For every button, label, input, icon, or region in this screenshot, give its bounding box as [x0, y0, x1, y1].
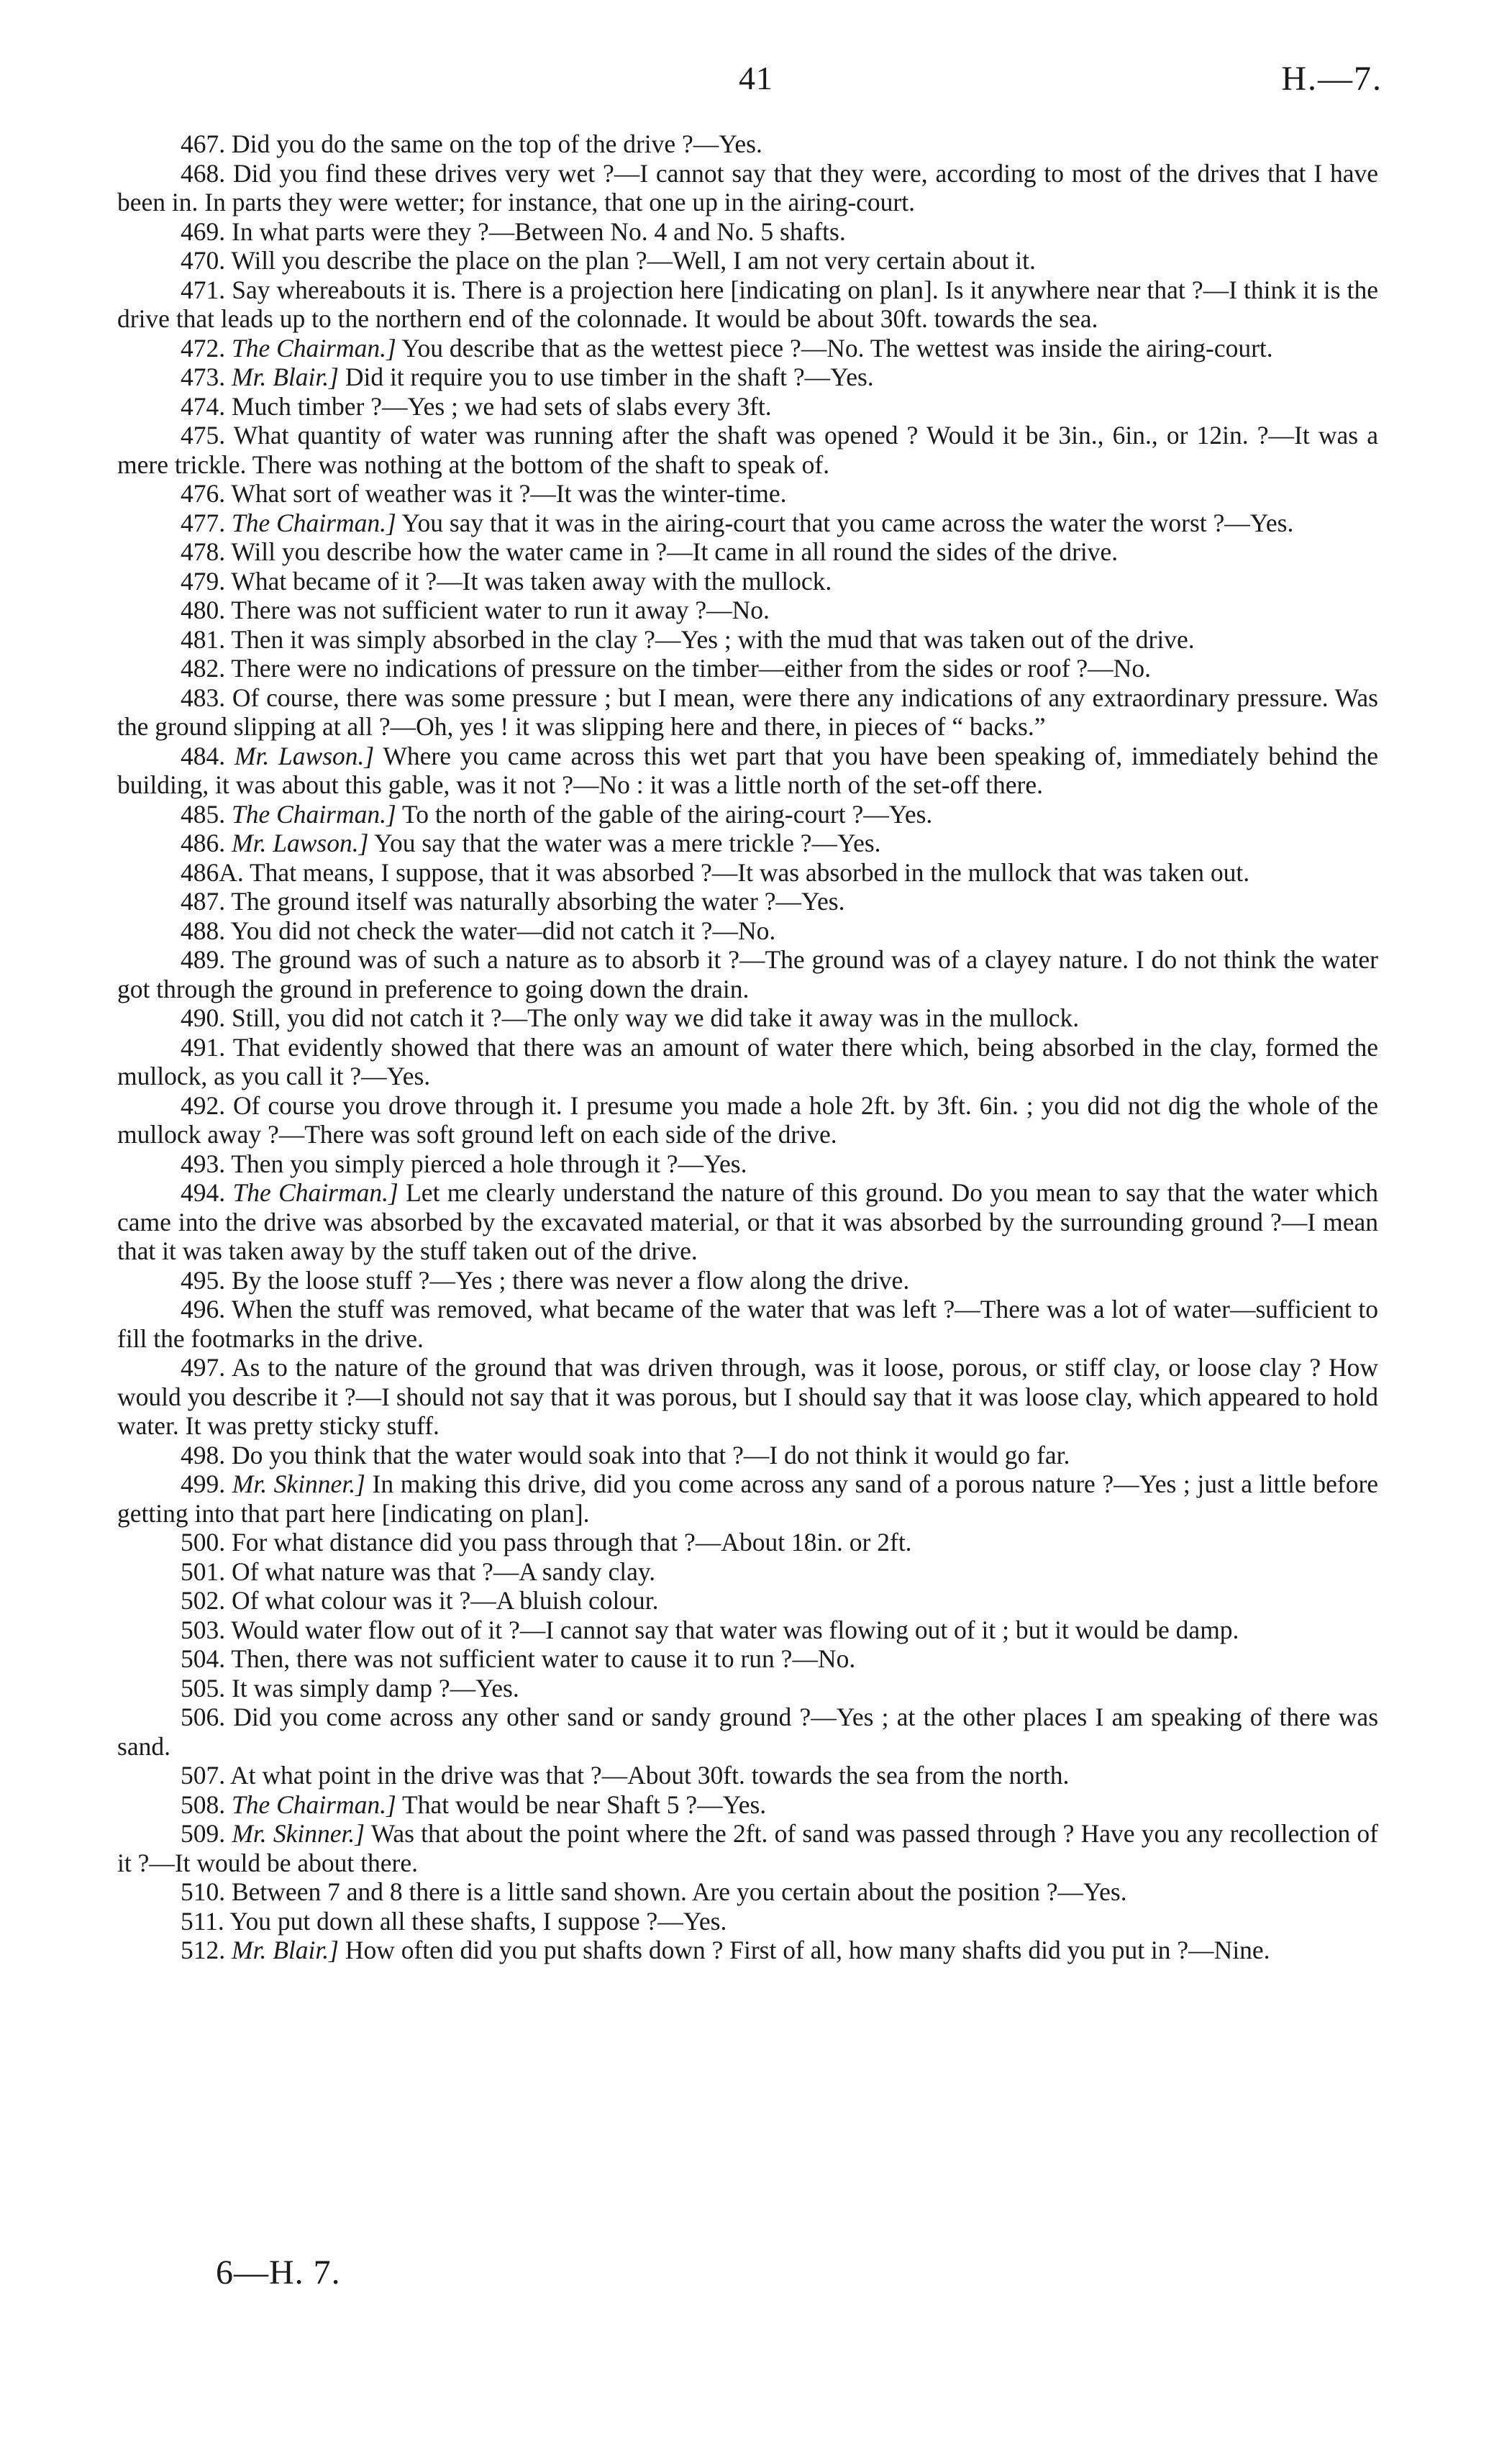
- evidence-paragraph: [117, 596, 1378, 625]
- speaker-name: Mr. Blair.]: [232, 1936, 339, 1964]
- question-answer-text: That would be near Shaft 5 ?—Yes.: [402, 1790, 767, 1819]
- evidence-paragraph: [117, 683, 1378, 742]
- question-number: 481.: [181, 624, 226, 654]
- question-number: 485.: [181, 799, 226, 829]
- question-number: 493.: [181, 1149, 226, 1178]
- question-number: 494.: [181, 1178, 226, 1207]
- question-answer-text: In what parts were they ?—Between No. 4 and No. 5 shafts.: [232, 217, 846, 246]
- evidence-paragraph: [117, 1586, 1378, 1616]
- question-answer-text: What sort of weather was it ?—It was the winter-time.: [231, 479, 787, 508]
- speaker-name: Mr. Lawson.]: [234, 741, 375, 770]
- evidence-paragraph: [117, 246, 1378, 275]
- question-answer-text: You did not check the water—did not catch it ?—No.: [230, 916, 776, 945]
- question-number: 478.: [181, 537, 226, 566]
- question-number: 487.: [181, 887, 226, 916]
- question-number: 511.: [181, 1906, 224, 1936]
- evidence-paragraph: [117, 1295, 1378, 1353]
- evidence-paragraph: [117, 1178, 1378, 1266]
- question-answer-text: Did you find these drives very wet ?—I cannot say that they were, according to most of the drives that I have been in. In parts they were wetter; for instance, that one up in the airing-court.: [117, 158, 1378, 217]
- question-answer-text: How often did you put shafts down ? First of all, how many shafts did you put in ?—Nine.: [345, 1936, 1270, 1964]
- question-number: 504.: [181, 1644, 226, 1673]
- question-number: 509.: [181, 1819, 226, 1848]
- question-number: 497.: [181, 1353, 226, 1382]
- evidence-paragraph: [117, 1528, 1378, 1557]
- evidence-paragraph: [117, 858, 1378, 888]
- speaker-name: The Chairman.]: [232, 1178, 399, 1207]
- question-number: 486.: [181, 829, 226, 857]
- page-number: 41: [739, 60, 773, 96]
- question-answer-text: Did it require you to use timber in the shaft ?—Yes.: [345, 363, 874, 391]
- evidence-paragraph: [117, 1353, 1378, 1441]
- question-answer-text: By the loose stuff ?—Yes ; there was never a flow along the drive.: [232, 1265, 910, 1295]
- question-number: 503.: [181, 1615, 226, 1644]
- question-answer-text: Much timber ?—Yes ; we had sets of slabs every 3ft.: [232, 391, 772, 421]
- question-answer-text: Between 7 and 8 there is a little sand shown. Are you certain about the position ?—Yes.: [232, 1877, 1127, 1906]
- evidence-paragraph: [117, 509, 1378, 538]
- evidence-paragraph: [117, 363, 1378, 392]
- question-number: 490.: [181, 1003, 226, 1032]
- question-answer-text: That means, I suppose, that it was absorbed ?—It was absorbed in the mullock that was taken out.: [250, 857, 1250, 887]
- question-answer-text: Did you come across any other sand or sandy ground ?—Yes ; at the other places I am speaking of there was sand.: [117, 1703, 1379, 1761]
- evidence-paragraph: [117, 217, 1378, 247]
- question-number: 476.: [181, 479, 226, 508]
- evidence-paragraph: [117, 1469, 1378, 1528]
- evidence-paragraph: [117, 654, 1378, 683]
- evidence-paragraph: [117, 1266, 1378, 1295]
- evidence-paragraph: [117, 537, 1378, 567]
- evidence-paragraph: [117, 1149, 1378, 1179]
- question-answer-text: Did you do the same on the top of the drive ?—Yes.: [232, 129, 762, 158]
- question-number: 475.: [181, 421, 226, 450]
- evidence-paragraph: [117, 1091, 1378, 1149]
- question-number: 482.: [181, 654, 226, 683]
- evidence-paragraph: [117, 479, 1378, 509]
- question-number: 486A.: [181, 857, 244, 887]
- evidence-paragraph: [117, 1790, 1378, 1820]
- printer-signature-mark: 6—H. 7.: [216, 2254, 341, 2292]
- question-number: 468.: [181, 158, 226, 188]
- question-answer-text: Was that about the point where the 2ft. of sand was passed through ? Have you any recollection of it ?—It would be about there.: [117, 1819, 1379, 1877]
- question-answer-text: What quantity of water was running after the shaft was opened ? Would it be 3in., 6in., or 12in. ?—It was a mere trickle. There was nothing at the bottom of the shaft to speak of.: [117, 421, 1378, 479]
- question-answer-text: That evidently showed that there was an amount of water there which, being absorbed in the clay, formed the mullock, as you call it ?—Yes.: [117, 1032, 1379, 1090]
- question-number: 500.: [181, 1528, 226, 1557]
- question-answer-text: You say that the water was a mere trickle ?—Yes.: [373, 829, 881, 857]
- evidence-paragraph: [117, 1819, 1378, 1877]
- speaker-name: Mr. Lawson.]: [232, 829, 369, 857]
- speaker-name: The Chairman.]: [232, 508, 396, 537]
- evidence-paragraph: [117, 421, 1378, 479]
- evidence-paragraph: [117, 887, 1378, 916]
- question-answer-text: The ground itself was naturally absorbing the water ?—Yes.: [231, 887, 845, 916]
- speaker-name: Mr. Skinner.]: [232, 1469, 365, 1498]
- question-answer-text: What became of it ?—It was taken away with the mullock.: [231, 566, 832, 596]
- question-number: 473.: [181, 363, 226, 391]
- question-answer-text: Then you simply pierced a hole through it ?—Yes.: [231, 1149, 747, 1178]
- question-number: 489.: [181, 945, 226, 974]
- question-number: 496.: [181, 1295, 226, 1323]
- question-number: 498.: [181, 1440, 226, 1469]
- question-answer-text: Of course you drove through it. I presume you made a hole 2ft. by 3ft. 6in. ; you did not dig the whole of the mullock away ?—There was soft ground left on each side of the drive.: [117, 1090, 1378, 1149]
- question-number: 507.: [181, 1761, 226, 1790]
- question-answer-text: When the stuff was removed, what became of the water that was left ?—There was a lot of water—sufficient to fill the footmarks in the drive.: [117, 1295, 1379, 1353]
- question-number: 512.: [181, 1936, 226, 1964]
- question-number: 491.: [181, 1032, 226, 1062]
- question-answer-text: You put down all these shafts, I suppose ?—Yes.: [229, 1906, 727, 1936]
- evidence-paragraph: [117, 567, 1378, 596]
- evidence-paragraph: [117, 1003, 1378, 1033]
- question-number: 474.: [181, 391, 226, 421]
- question-answer-text: At what point in the drive was that ?—About 30ft. towards the sea from the north.: [230, 1761, 1070, 1790]
- evidence-paragraph: [117, 625, 1378, 655]
- evidence-paragraph: [117, 1907, 1378, 1936]
- question-number: 471.: [181, 275, 226, 304]
- question-answer-text: You say that it was in the airing-court that you came across the water the worst ?—Yes.: [401, 508, 1294, 537]
- question-answer-text: There was not sufficient water to run it away ?—No.: [231, 596, 770, 624]
- evidence-paragraph: [117, 1033, 1378, 1091]
- question-answer-text: Then, there was not sufficient water to cause it to run ?—No.: [231, 1644, 856, 1673]
- question-number: 499.: [181, 1469, 226, 1498]
- question-answer-text: To the north of the gable of the airing-court ?—Yes.: [402, 799, 933, 829]
- question-number: 470.: [181, 246, 226, 275]
- question-answer-text: There were no indications of pressure on the timber—either from the sides or roof ?—No.: [231, 654, 1151, 683]
- question-number: 501.: [181, 1557, 226, 1586]
- evidence-paragraph: [117, 1557, 1378, 1587]
- evidence-paragraph: [117, 742, 1378, 800]
- question-number: 483.: [181, 683, 226, 712]
- question-number: 510.: [181, 1877, 226, 1906]
- question-number: 467.: [181, 129, 226, 158]
- question-number: 495.: [181, 1265, 226, 1295]
- document-reference: H.—7.: [1281, 60, 1383, 98]
- evidence-paragraph: [117, 1877, 1378, 1907]
- question-answer-text: The ground was of such a nature as to absorb it ?—The ground was of a clayey nature. I do not think the water got through the ground in preference to going down the drain.: [117, 945, 1378, 1003]
- question-answer-text: Will you describe the place on the plan ?—Well, I am not very certain about it.: [231, 246, 1036, 275]
- question-answer-text: You describe that as the wettest piece ?—No. The wettest was inside the airing-court.: [401, 333, 1273, 363]
- question-number: 479.: [181, 566, 226, 596]
- evidence-paragraph: [117, 334, 1378, 363]
- question-answer-text: As to the nature of the ground that was driven through, was it loose, porous, or stiff clay, or loose clay ? How would you describe it ?—I should not say that it was porous, but I should say that it was loose clay, which appeared to hold water. It was pretty sticky stuff.: [117, 1353, 1378, 1440]
- question-number: 505.: [181, 1673, 226, 1703]
- evidence-paragraph: [117, 1761, 1378, 1790]
- evidence-paragraph: [117, 129, 1378, 159]
- evidence-paragraph: [117, 1644, 1378, 1674]
- evidence-paragraph: [117, 800, 1378, 829]
- speaker-name: Mr. Blair.]: [232, 363, 339, 391]
- question-answer-text: It was simply damp ?—Yes.: [232, 1673, 519, 1703]
- speaker-name: The Chairman.]: [232, 333, 396, 363]
- speaker-name: Mr. Skinner.]: [232, 1819, 365, 1848]
- evidence-paragraph: [117, 159, 1378, 217]
- question-number: 472.: [181, 333, 226, 363]
- question-number: 484.: [181, 741, 226, 770]
- question-answer-text: In making this drive, did you come across any sand of a porous nature ?—Yes ; just a little before getting into that part here [indicating on plan].: [117, 1469, 1379, 1528]
- speaker-name: The Chairman.]: [232, 799, 396, 829]
- question-answer-text: Will you describe how the water came in ?—It came in all round the sides of the drive.: [231, 537, 1119, 566]
- question-number: 506.: [181, 1703, 226, 1731]
- evidence-paragraph: [117, 1674, 1378, 1703]
- question-answer-text: Do you think that the water would soak into that ?—I do not think it would go far.: [232, 1440, 1070, 1469]
- question-answer-text: Of what colour was it ?—A bluish colour.: [232, 1586, 659, 1615]
- question-answer-text: Would water flow out of it ?—I cannot say that water was flowing out of it ; but it would be damp.: [231, 1615, 1239, 1644]
- question-answer-text: Of course, there was some pressure ; but I mean, were there any indications of any extraordinary pressure. Was the ground slipping at all ?—Oh, yes ! it was slipping here and there, in pieces of “ backs.”: [117, 683, 1379, 741]
- question-number: 477.: [181, 508, 226, 537]
- question-number: 508.: [181, 1790, 226, 1819]
- evidence-paragraph: [117, 829, 1378, 858]
- evidence-paragraph: [117, 392, 1378, 421]
- question-answer-text: Let me clearly understand the nature of this ground. Do you mean to say that the water which came into the drive was absorbed by the excavated material, or that it was absorbed by the surrounding ground ?—I mean that it was taken away by the stuff taken out of the drive.: [117, 1178, 1379, 1265]
- evidence-paragraph: [117, 1703, 1378, 1761]
- question-number: 469.: [181, 217, 226, 246]
- question-answer-text: Still, you did not catch it ?—The only way we did take it away was in the mullock.: [232, 1003, 1080, 1032]
- evidence-paragraph: [117, 275, 1378, 334]
- evidence-paragraph: [117, 945, 1378, 1003]
- evidence-paragraph: [117, 1616, 1378, 1645]
- question-answer-text: Say whereabouts it is. There is a projection here [indicating on plan]. Is it anywhere near that ?—I think it is the drive that leads up to the northern end of the colonnade. It would be about 30ft. towards the sea.: [117, 275, 1379, 333]
- evidence-paragraph: [117, 916, 1378, 946]
- question-answer-text: Then it was simply absorbed in the clay ?—Yes ; with the mud that was taken out of the drive.: [231, 624, 1195, 654]
- question-answer-text: For what distance did you pass through that ?—About 18in. or 2ft.: [232, 1528, 912, 1557]
- question-number: 488.: [181, 916, 226, 945]
- speaker-name: The Chairman.]: [232, 1790, 396, 1819]
- question-number: 492.: [181, 1090, 226, 1120]
- question-number: 480.: [181, 596, 226, 624]
- question-answer-text: Where you came across this wet part that you have been speaking of, immediately behind the building, it was about this gable, was it not ?—No : it was a little north of the set-off there.: [117, 741, 1379, 799]
- question-number: 502.: [181, 1586, 226, 1615]
- evidence-paragraph: [117, 1936, 1378, 1965]
- evidence-paragraph: [117, 1441, 1378, 1470]
- minutes-of-evidence-text: [117, 129, 1378, 1965]
- question-answer-text: Of what nature was that ?—A sandy clay.: [232, 1557, 656, 1586]
